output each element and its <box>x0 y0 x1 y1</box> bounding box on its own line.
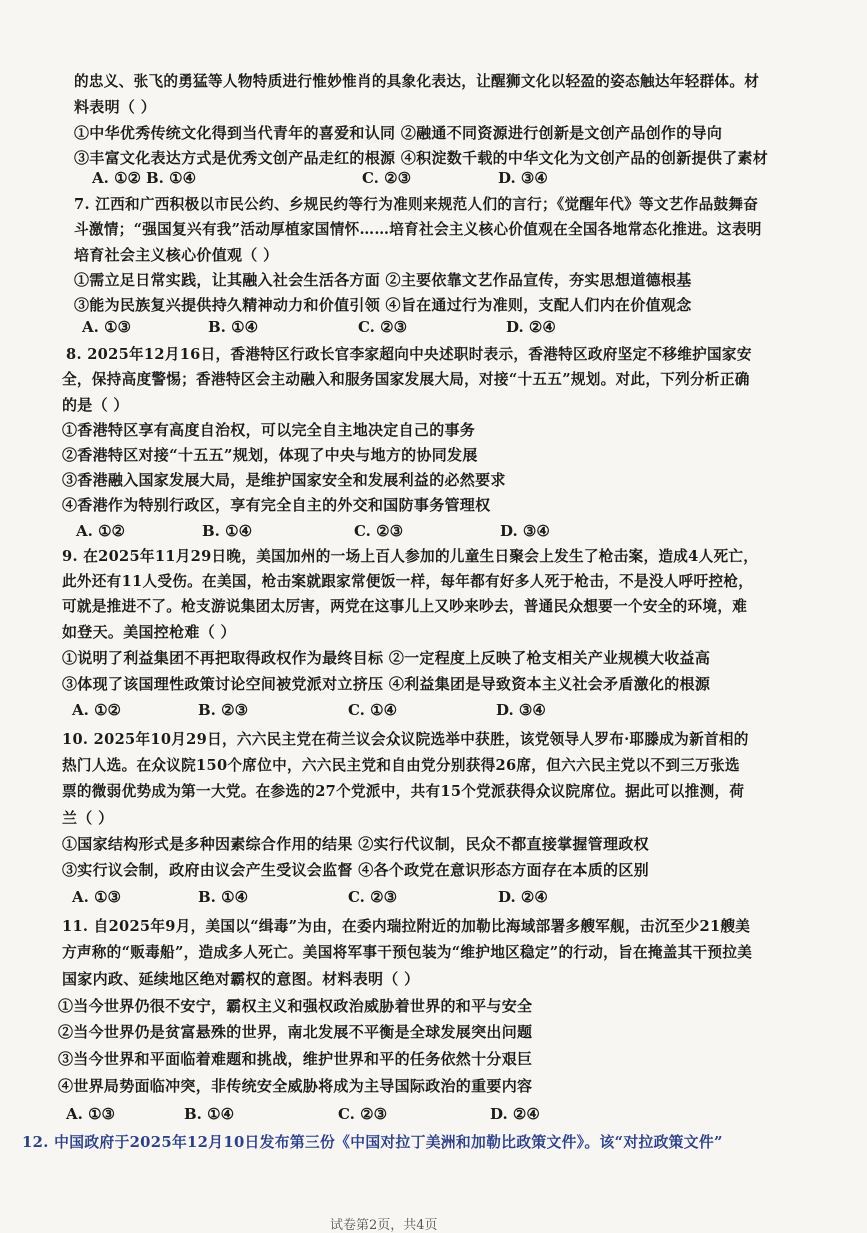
q8-line-3: 的是（ ） <box>62 396 129 414</box>
q6-statement-2: ③丰富文化表达方式是优秀文创产品走红的根源 ④积淀数千载的中华文化为文创产品的创新提供了素材 <box>74 149 769 167</box>
q7-option-c: C. ②③ <box>358 318 408 336</box>
q12-line-1: 12. 中国政府于2025年12月10日发布第三份《中国对拉丁美洲和加勒比政策文件》。该“对拉政策文件” <box>22 1134 723 1151</box>
q11-options <box>66 1104 666 1124</box>
q8-statement-1: ①香港特区享有高度自治权，可以完全自主地决定自己的事务 <box>62 421 476 439</box>
q8-line-1: 8. 2025年12月16日，香港特区行政长官李家超向中央述职时表示，香港特区政府坚定不移维护国家安 <box>66 346 752 363</box>
q6-option-b: B. ①④ <box>146 169 197 187</box>
q11-statement-3: ③当今世界和平面临着难题和挑战，维护世界和平的任务依然十分艰巨 <box>58 1050 533 1068</box>
q8-options <box>76 521 676 541</box>
q10-line-2: 热门人选。在众议院150个席位中，六六民主党和自由党分别获得26席，但六六民主党以不到三万张选 <box>62 757 740 774</box>
q7-statement-2: ③能为民族复兴提供持久精神动力和价值引领 ④旨在通过行为准则，支配人们内在价值观念 <box>74 296 692 314</box>
q7-option-d: D. ②④ <box>506 318 556 336</box>
q11-line-3: 国家内政、延续地区绝对霸权的意图。材料表明（ ） <box>62 970 420 988</box>
q9-line-1: 9. 在2025年11月29日晚，美国加州的一场上百人参加的儿童生日聚会上发生了枪击案，造成4人死亡， <box>62 548 759 565</box>
q9-option-d: D. ③④ <box>496 701 546 719</box>
q9-line-3: 可就是推进不了。枪支游说集团太厉害，两党在这事儿上又吵来吵去，普通民众想要一个安全的环境，难 <box>62 598 748 615</box>
q11-statement-1: ①当今世界仍很不安宁，霸权主义和强权政治威胁着世界的和平与安全 <box>58 997 533 1015</box>
q9-options <box>72 700 672 720</box>
q11-statement-4: ④世界局势面临冲突，非传统安全威胁将成为主导国际政治的重要内容 <box>58 1077 533 1095</box>
q11-option-a: A. ①③ <box>66 1105 115 1123</box>
q8-option-a: A. ①② <box>76 522 125 540</box>
q8-statement-4: ④香港作为特别行政区，享有完全自主的外交和国防事务管理权 <box>62 496 491 514</box>
q7-statement-1: ①需立足日常实践，让其融入社会生活各方面 ②主要依靠文艺作品宣传，夯实思想道德根基 <box>74 271 692 289</box>
q6-option-a: A. ①② <box>92 169 141 187</box>
q10-statement-1: ①国家结构形式是多种因素综合作用的结果 ②实行代议制，民众不都直接掌握管理政权 <box>62 835 649 853</box>
q7-line-2: 斗激情；“强国复兴有我”活动厚植家国情怀……培育社会主义核心价值观在全国各地常态化推进。这表明 <box>74 221 762 238</box>
q8-statement-3: ③香港融入国家发展大局，是维护国家安全和发展利益的必然要求 <box>62 471 506 489</box>
q9-option-c: C. ①④ <box>348 701 398 719</box>
q10-line-1: 10. 2025年10月29日，六六民主党在荷兰议会众议院选举中获胜，该党领导人罗布·耶滕成为新首相的 <box>62 731 749 748</box>
q8-option-d: D. ③④ <box>500 522 550 540</box>
q6-statement-1: ①中华优秀传统文化得到当代青年的喜爱和认同 ②融通不同资源进行创新是文创产品创作的导向 <box>74 124 723 142</box>
q8-option-b: B. ①④ <box>202 522 253 540</box>
q11-option-b: B. ①④ <box>184 1105 235 1123</box>
q7-line-3: 培育社会主义核心价值观（ ） <box>74 246 279 264</box>
q10-option-b: B. ①④ <box>198 888 249 906</box>
q11-line-2: 方声称的“贩毒船”，造成多人死亡。美国将军事干预包装为“维护地区稳定”的行动，旨在掩盖其干预拉美 <box>62 944 753 961</box>
q11-statement-2: ②当今世界仍是贫富悬殊的世界，南北发展不平衡是全球发展突出问题 <box>58 1023 533 1041</box>
q8-option-c: C. ②③ <box>354 522 404 540</box>
q9-line-4: 如登天。美国控枪难（ ） <box>62 623 236 641</box>
q6-options <box>92 168 692 188</box>
q7-line-1: 7. 江西和广西积极以市民公约、乡规民约等行为准则来规范人们的言行；《觉醒年代》等文艺作品鼓舞奋 <box>74 196 759 213</box>
q6-option-d: D. ③④ <box>498 169 548 187</box>
q11-line-1: 11. 自2025年9月，美国以“缉毒”为由，在委内瑞拉附近的加勒比海域部署多艘军舰，击沉至少21艘美 <box>62 918 751 935</box>
q6-option-c: C. ②③ <box>362 169 412 187</box>
q7-options <box>82 317 682 337</box>
q10-line-3: 票的微弱优势成为第一大党。在参选的27个党派中，共有15个党派获得众议院席位。据此可以推测，荷 <box>62 783 745 800</box>
q8-statement-2: ②香港特区对接“十五五”规划，体现了中央与地方的协同发展 <box>62 446 478 464</box>
q10-options <box>72 887 672 907</box>
q10-option-c: C. ②③ <box>348 888 398 906</box>
q10-option-d: D. ②④ <box>498 888 548 906</box>
q9-line-2: 此外还有11人受伤。在美国，枪击案就跟家常便饭一样，每年都有好多人死于枪击，不是没人呼吁控枪， <box>62 573 754 590</box>
q9-option-b: B. ②③ <box>198 701 249 719</box>
q6-line-2: 料表明（ ） <box>74 98 157 116</box>
q9-option-a: A. ①② <box>72 701 121 719</box>
page-footer: 试卷第2页，共4页 <box>330 1218 438 1233</box>
q10-option-a: A. ①③ <box>72 888 121 906</box>
q10-line-4: 兰（ ） <box>62 809 114 827</box>
q8-line-2: 全，保持高度警惕；香港特区会主动融入和服务国家发展大局，对接“十五五”规划。对此，下列分析正确 <box>62 371 750 388</box>
q7-option-b: B. ①④ <box>208 318 259 336</box>
q9-statement-1: ①说明了利益集团不再把取得政权作为最终目标 ②一定程度上反映了枪支相关产业规模大收益高 <box>62 649 711 667</box>
q11-option-c: C. ②③ <box>338 1105 388 1123</box>
q9-statement-2: ③体现了该国理性政策讨论空间被党派对立挤压 ④利益集团是导致资本主义社会矛盾激化的根源 <box>62 675 711 693</box>
q10-statement-2: ③实行议会制，政府由议会产生受议会监督 ④各个政党在意识形态方面存在本质的区别 <box>62 861 649 879</box>
q6-line-1: 的忠义、张飞的勇猛等人物特质进行惟妙惟肖的具象化表达，让醒狮文化以轻盈的姿态触达年轻群体。材 <box>74 73 760 90</box>
q11-option-d: D. ②④ <box>490 1105 540 1123</box>
q7-option-a: A. ①③ <box>82 318 131 336</box>
